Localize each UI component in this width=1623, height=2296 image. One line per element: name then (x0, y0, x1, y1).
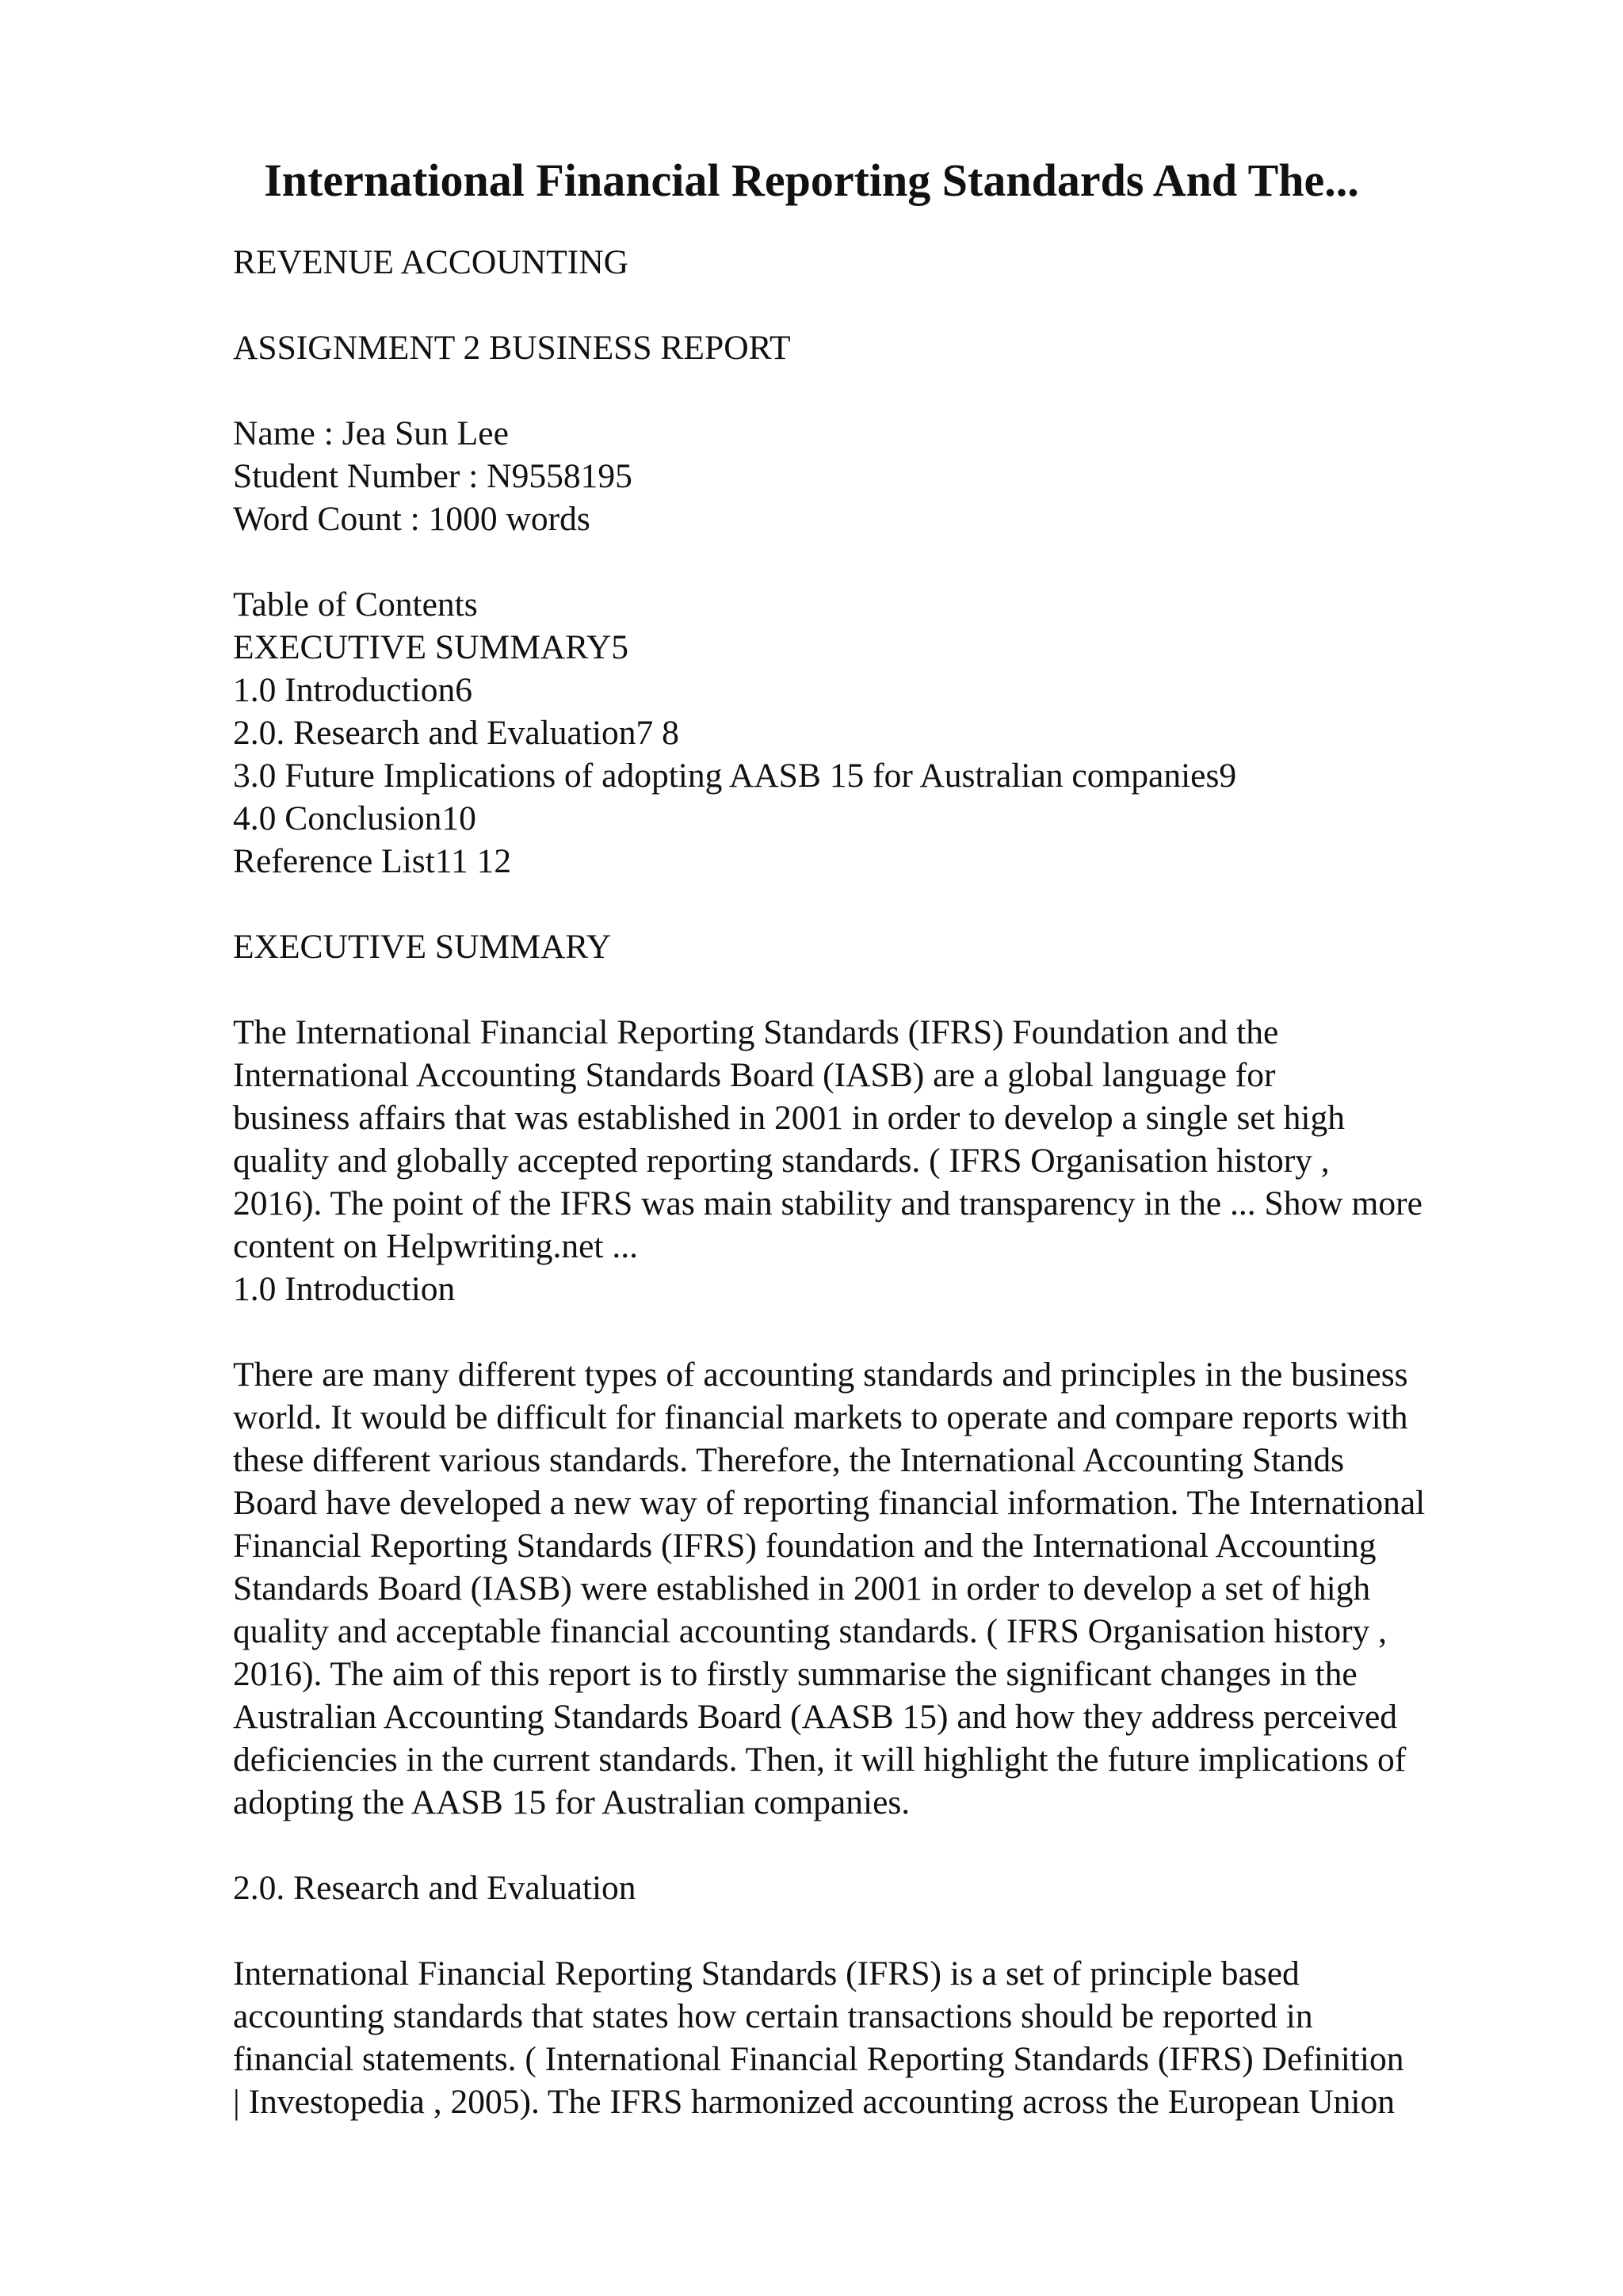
toc-item: 2.0. Research and Evaluation7 8 (233, 714, 679, 752)
course-name: REVENUE ACCOUNTING (233, 243, 629, 281)
toc-heading: Table of Contents (233, 585, 478, 624)
paragraph-line: Standards Board (IASB) were established in 2001 in order to develop a set of high (233, 1569, 1371, 1608)
paragraph-line: The International Financial Reporting Standards (IFRS) Foundation and the (233, 1013, 1279, 1051)
paragraph-line: International Accounting Standards Board (IASB) are a global language for (233, 1056, 1276, 1094)
spacer (233, 1824, 1533, 1867)
spacer (233, 540, 1533, 583)
toc-item: Reference List11 12 (233, 842, 512, 880)
document-title: International Financial Reporting Standards And The... (264, 154, 1359, 206)
paragraph-line: quality and acceptable financial accounting standards. ( IFRS Organisation history , (233, 1612, 1388, 1650)
section-heading-executive-summary: EXECUTIVE SUMMARY (233, 928, 612, 966)
paragraph-line: these different various standards. Therefore, the International Accounting Stands (233, 1441, 1345, 1479)
paragraph-line: world. It would be difficult for financial markets to operate and compare reports with (233, 1398, 1408, 1436)
toc-item: 1.0 Introduction6 (233, 671, 473, 709)
word-count: Word Count : 1000 words (233, 500, 590, 538)
paragraph-line: International Financial Reporting Standards (IFRS) is a set of principle based (233, 1955, 1300, 1993)
spacer (233, 1310, 1533, 1353)
paragraph-line: deficiencies in the current standards. Then, it will highlight the future implications of (233, 1741, 1407, 1779)
paragraph-line: Financial Reporting Standards (IFRS) foundation and the International Accounting (233, 1527, 1377, 1565)
spacer (233, 968, 1533, 1011)
paragraph-line: business affairs that was established in 2001 in order to develop a single set high (233, 1099, 1346, 1137)
paragraph-line: content on Helpwriting.net ... (233, 1227, 639, 1265)
toc-item: EXECUTIVE SUMMARY5 (233, 628, 629, 666)
paragraph-line: accounting standards that states how certain transactions should be reported in (233, 1997, 1313, 2035)
section-heading-introduction: 1.0 Introduction (233, 1270, 456, 1308)
paragraph-line: Board have developed a new way of reporting financial information. The International (233, 1484, 1426, 1522)
spacer (233, 284, 1533, 326)
section-heading-research: 2.0. Research and Evaluation (233, 1869, 636, 1907)
toc-item: 4.0 Conclusion10 (233, 799, 476, 837)
spacer (233, 1909, 1533, 1952)
paragraph-line: 2016). The aim of this report is to firstly summarise the significant changes in the (233, 1655, 1358, 1693)
paragraph-line: quality and globally accepted reporting standards. ( IFRS Organisation history , (233, 1142, 1330, 1180)
paragraph-line: There are many different types of accounting standards and principles in the business (233, 1356, 1408, 1394)
student-number: Student Number : N9558195 (233, 457, 632, 495)
paragraph-line: 2016). The point of the IFRS was main stability and transparency in the ... Show more (233, 1184, 1423, 1222)
document-body (233, 241, 1533, 2123)
toc-item: 3.0 Future Implications of adopting AASB 15 for Australian companies9 (233, 757, 1237, 795)
student-name: Name : Jea Sun Lee (233, 414, 509, 452)
spacer (233, 369, 1533, 412)
spacer (233, 883, 1533, 925)
paragraph-line: | Investopedia , 2005). The IFRS harmonized accounting across the European Union (233, 2083, 1396, 2121)
assignment-name: ASSIGNMENT 2 BUSINESS REPORT (233, 329, 791, 367)
paragraph-line: adopting the AASB 15 for Australian companies. (233, 1783, 911, 1821)
paragraph-line: financial statements. ( International Financial Reporting Standards (IFRS) Definition (233, 2040, 1404, 2078)
paragraph-line: Australian Accounting Standards Board (AASB 15) and how they address perceived (233, 1698, 1397, 1736)
